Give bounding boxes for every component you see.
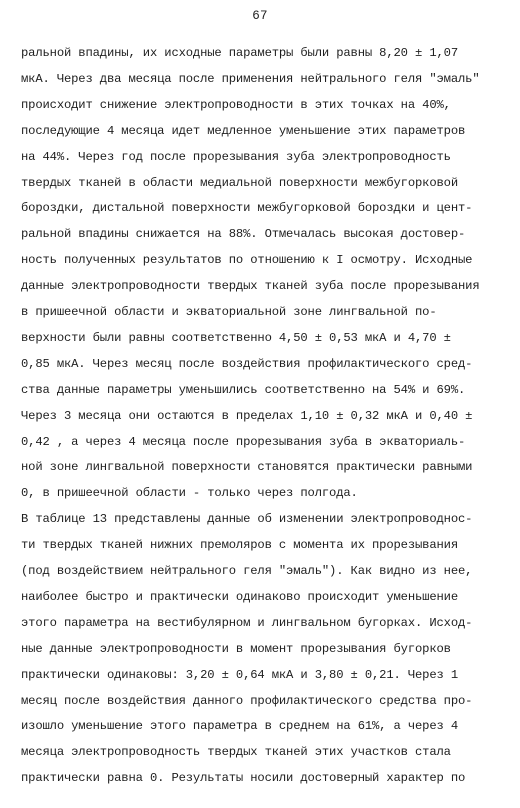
text-line: ные данные электропроводности в момент прорезывания бугорков [21, 641, 451, 656]
text-line: бороздки, дистальной поверхности межбугорковой бороздки и цент- [21, 201, 473, 216]
page-number: 67 [252, 9, 268, 23]
text-line: ти твердых тканей нижних премоляров с момента их прорезывания [21, 538, 458, 553]
text-line: данные электропроводности твердых тканей зуба после прорезывания [21, 279, 480, 294]
text-line: месяца электропроводность твердых тканей этих участков стала [21, 745, 451, 760]
text-line: Через 3 месяца они остаются в пределах 1,10 ± 0,32 мкА и 0,40 ± [21, 408, 473, 423]
text-line: (под воздействием нейтрального геля "эмаль"). Как видно из нее, [21, 564, 473, 578]
text-line: в пришеечной области и экваториальной зоне лингвальной по- [21, 305, 437, 319]
text-line: ства данные параметры уменьшились соответственно на 54% и 69%. [21, 382, 466, 397]
text-line: 0,42 , а через 4 месяца после прорезывания зуба в экваториаль- [21, 434, 466, 449]
text-line: месяц после воздействия данного профилактического средства про- [21, 693, 473, 708]
text-line: верхности были равны соответственно 4,50 ± 0,53 мкА и 4,70 ± [21, 330, 451, 345]
text-line: происходит снижение электропроводности в этих точках на 40%, [21, 97, 451, 112]
text-line: изошло уменьшение этого параметра в среднем на 61%, а через 4 [21, 719, 458, 734]
text-line: твердых тканей в области медиальной поверхности межбугорковой [21, 175, 458, 190]
text-line: ральной впадины, их исходные параметры были равны 8,20 ± 1,07 [21, 46, 458, 60]
text-line: ной зоне лингвальной поверхности становятся практически равными [21, 460, 473, 475]
text-line: ность полученных результатов по отношению к I осмотру. Исходные [21, 253, 473, 268]
text-line: практически одинаковы: 3,20 ± 0,64 мкА и 3,80 ± 0,21. Через 1 [21, 667, 458, 682]
text-line: 0, в пришеечной области - только через полгода. [21, 486, 358, 501]
text-line: наиболее быстро и практически одинаково происходит уменьшение [21, 589, 458, 604]
text-line: последующие 4 месяца идет медленное уменьшение этих параметров [21, 123, 466, 138]
text-line: В таблице 13 представлены данные об изменении электропроводнос- [21, 512, 473, 527]
text-line: на 44%. Через год после прорезывания зуба электропроводность [21, 149, 451, 164]
text-line: ральной впадины снижается на 88%. Отмечалась высокая достовер- [21, 227, 466, 242]
text-line: мкА. Через два месяца после применения нейтрального геля "эмаль" [21, 71, 480, 86]
text-line: 0,85 мкА. Через месяц после воздействия профилактического сред- [21, 356, 473, 371]
text-line: практически равна 0. Результаты носили достоверный характер по [21, 771, 466, 786]
text-line: этого параметра на вестибулярном и лингвальном бугорках. Исход- [21, 615, 473, 630]
